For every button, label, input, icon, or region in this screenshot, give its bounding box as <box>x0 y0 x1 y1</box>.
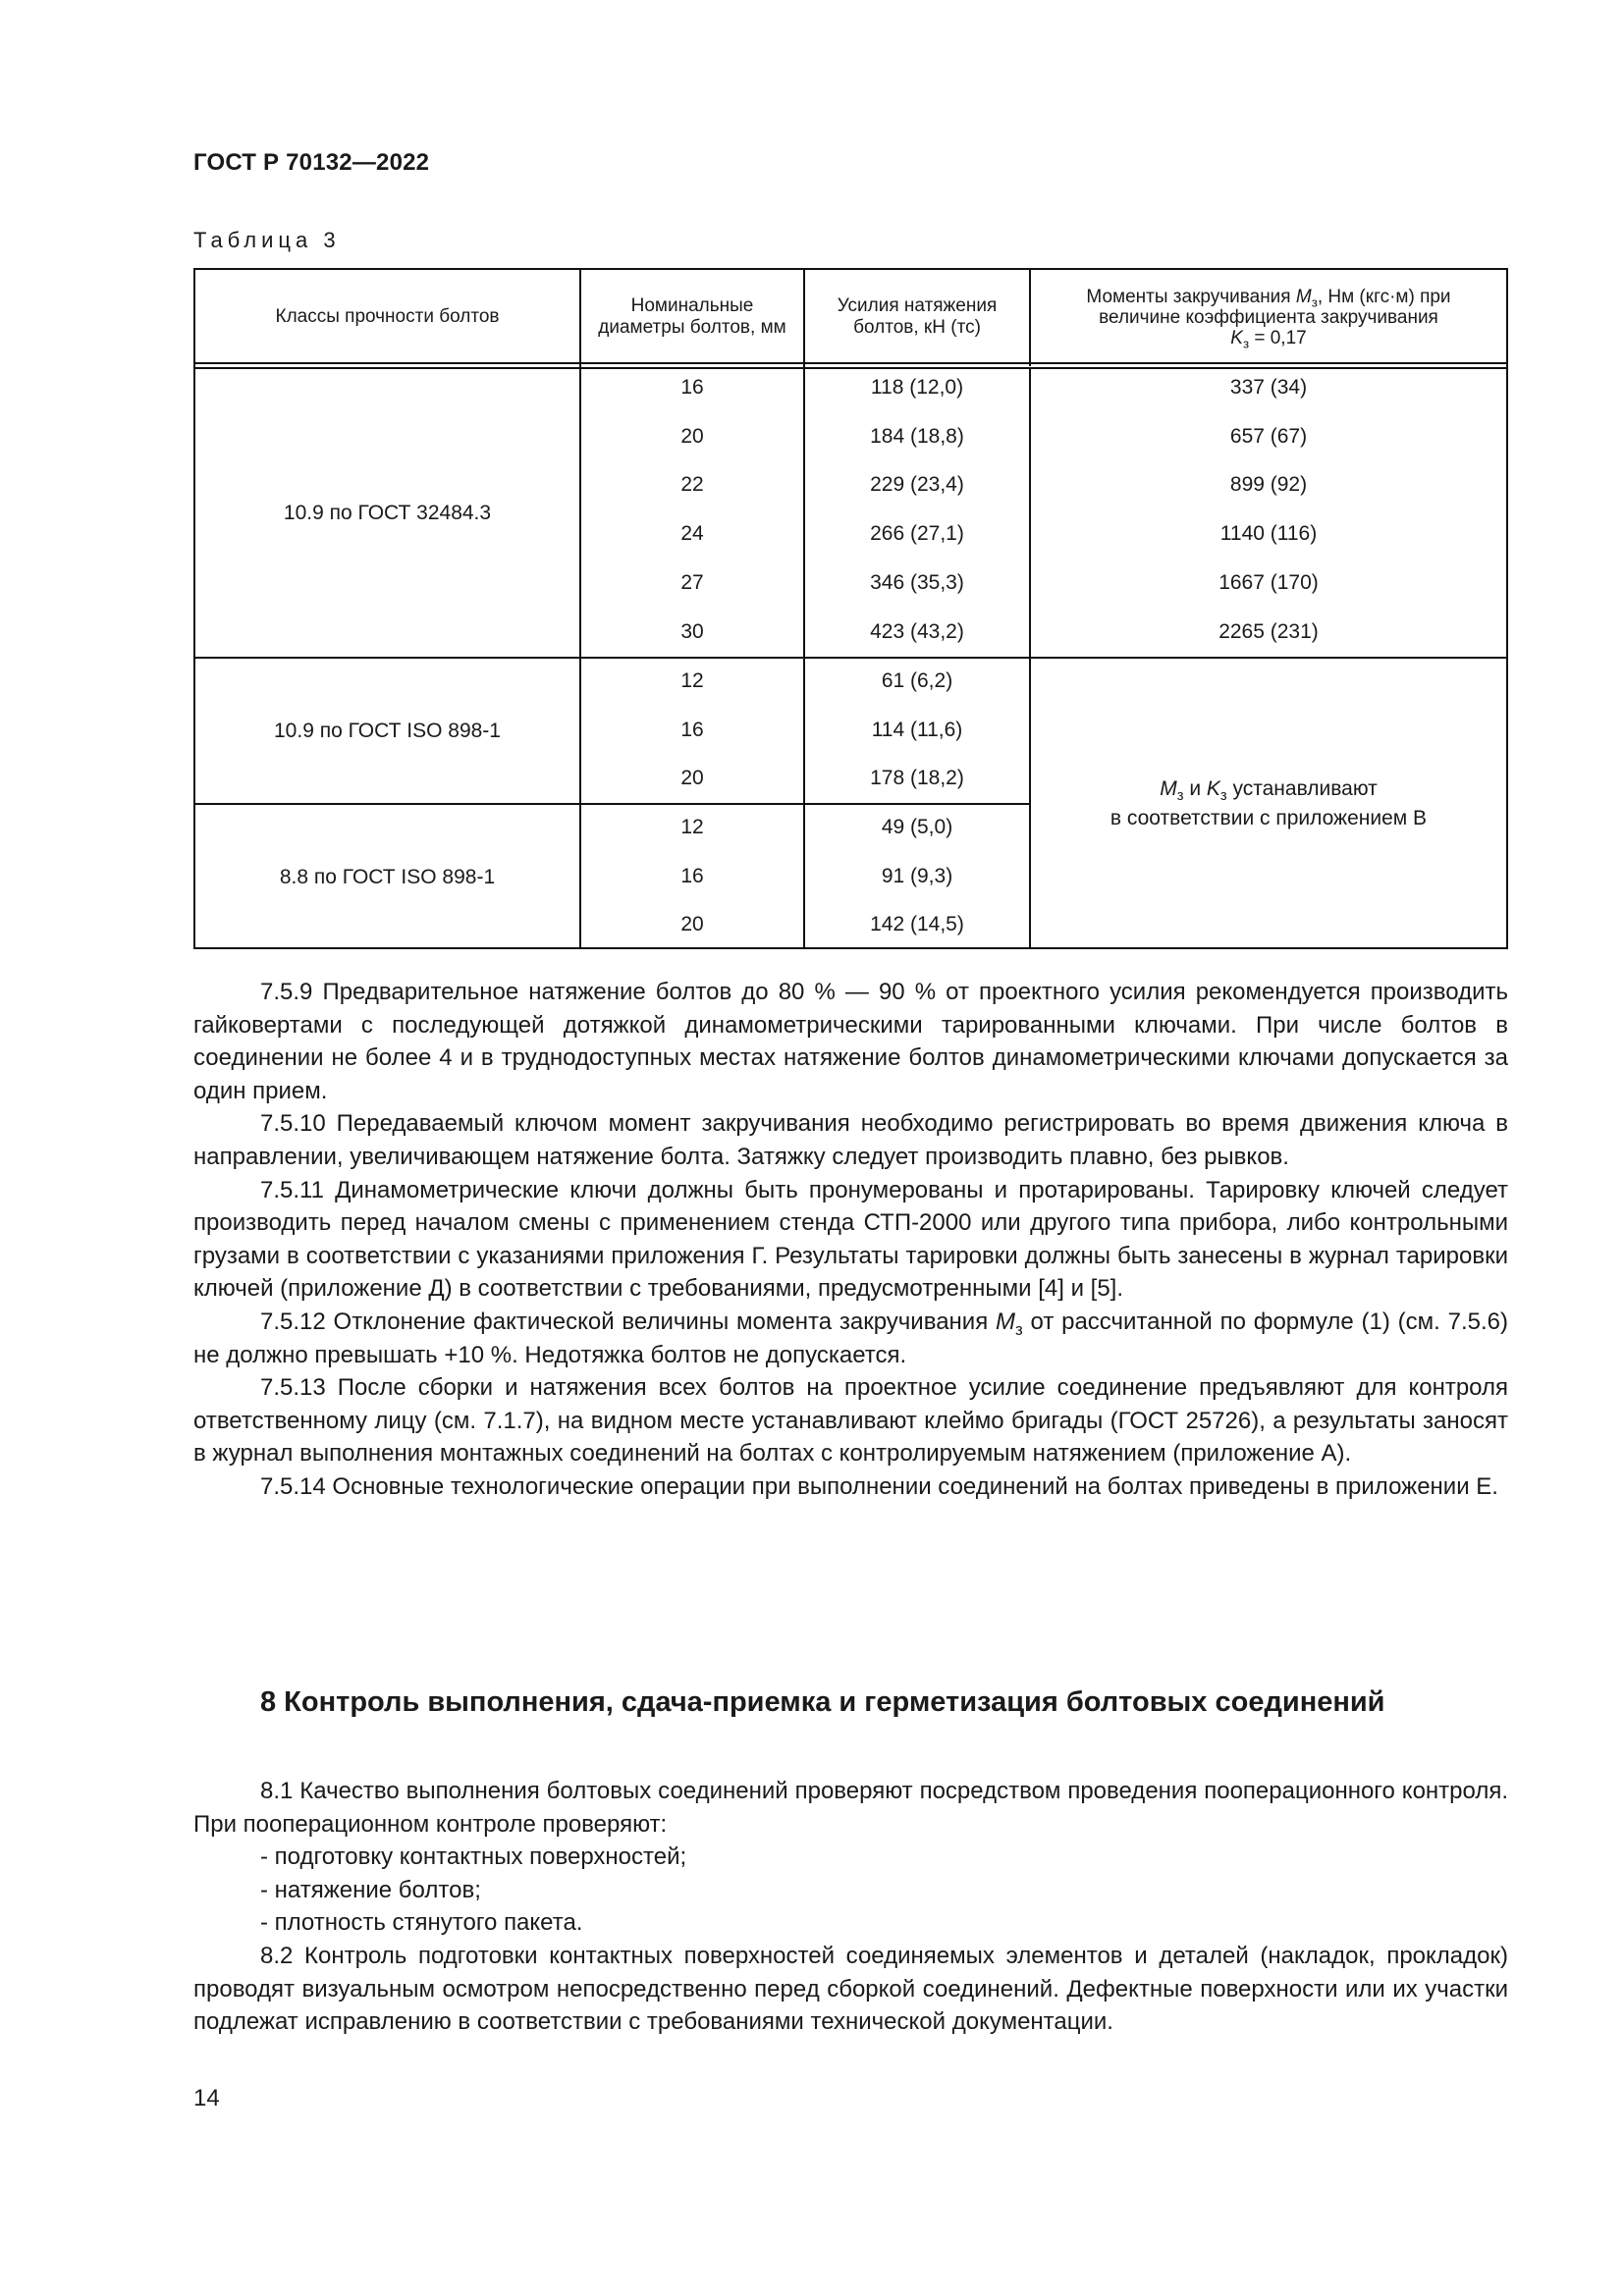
diameter-value: 20 <box>680 425 704 448</box>
paragraph-7-5-12: 7.5.12 Отклонение фактической величины момента закручивания $M_з$ от рассчитанной по формуле (1) (см. 7.5.6) не должно превышать +10 %. Недотяжка болтов не допускается. <box>193 1308 1508 1368</box>
diameter-value: 20 <box>680 767 704 789</box>
header-strength-class: Классы прочности болтов <box>275 306 500 327</box>
document-code: ГОСТ Р 70132—2022 <box>193 149 430 176</box>
force-value: 266 (27,1) <box>870 522 964 545</box>
list-item: - плотность стянутого пакета. <box>260 1909 583 1937</box>
force-value: 114 (11,6) <box>871 719 963 741</box>
page-number: 14 <box>193 2085 220 2111</box>
section-8-text <box>193 1775 1508 2039</box>
force-value: 423 (43,2) <box>870 620 964 643</box>
torque-value: 2265 (231) <box>1218 620 1319 643</box>
diameter-value: 22 <box>680 473 704 496</box>
torque-value: 899 (92) <box>1229 473 1308 496</box>
header-tension-force: Усилия натяжения болтов, кН (тс) <box>837 295 998 338</box>
paragraph-7-5-9: 7.5.9 Предварительное натяжение болтов до 80 % — 90 % от проектного усилия рекомендуется производить гайковертами с последующей дотяжкой динамометрическими тарированными ключами. При числе болтов в соединении не более 4 и в труднодоступных местах натяжение болтов динамометрическими ключами допускается за один прием. <box>193 979 1508 1104</box>
force-value: 346 (35,3) <box>870 571 964 594</box>
force-value: 91 (9,3) <box>881 865 953 887</box>
section-8-heading: 8 Контроль выполнения, сдача-приемка и герметизация болтовых соединений <box>260 1686 1385 1718</box>
header-torque: Моменты закручивания $M_з$, Нм (кгс·м) при величине коэффициента закручивания $K_з = 0,17$ <box>1086 286 1451 351</box>
torque-value: 1140 (116) <box>1219 522 1318 545</box>
paragraph-7-5-10: 7.5.10 Передаваемый ключом момент закручивания необходимо регистрировать во время движения ключа в направлении, увеличивающем натяжение болта. Затяжку следует производить плавно, без рывков. <box>193 1110 1508 1170</box>
class-cell: 10.9 по ГОСТ 32484.3 <box>283 501 492 524</box>
diameter-value: 30 <box>680 620 704 643</box>
table-caption: Таблица 3 <box>193 228 341 252</box>
table-3 <box>193 268 1508 949</box>
diameter-value: 12 <box>680 816 704 838</box>
paragraph-7-5-11: 7.5.11 Динамометрические ключи должны быть пронумерованы и протарированы. Тарировку ключей следует производить перед началом смены с применением стенда СТП-2000 или другого типа прибора, либо контрольными грузами в соответствии с указаниями приложения Г. Результаты тарировки должны быть занесены в журнал тарировки ключей (приложение Д) в соответствии с требованиями, предусмотренными [4] и [5]. <box>193 1176 1508 1303</box>
force-value: 61 (6,2) <box>881 669 953 692</box>
torque-value: 657 (67) <box>1229 425 1308 448</box>
col-divider <box>579 270 581 947</box>
merged-note-cell: $M_з$ и $K_з$ устанавливают в соответствии с приложением В <box>1110 777 1428 829</box>
header-diameter: Номинальные диаметры болтов, мм <box>598 295 786 338</box>
torque-value: 1667 (170) <box>1218 571 1319 594</box>
torque-value: 337 (34) <box>1229 376 1308 399</box>
force-value: 178 (18,2) <box>870 767 964 789</box>
force-value: 49 (5,0) <box>881 816 953 838</box>
list-item: - подготовку контактных поверхностей; <box>260 1843 687 1871</box>
diameter-value: 24 <box>680 522 704 545</box>
diameter-value: 16 <box>680 719 704 741</box>
paragraph-7-5-14: 7.5.14 Основные технологические операции при выполнении соединений на болтах приведены в приложении Е. <box>260 1472 1498 1500</box>
section-7-5-text <box>193 976 1508 1504</box>
force-value: 229 (23,4) <box>870 473 964 496</box>
diameter-value: 12 <box>680 669 704 692</box>
class-cell: 10.9 по ГОСТ ISO 898-1 <box>274 719 501 742</box>
diameter-value: 16 <box>680 376 704 399</box>
force-value: 184 (18,8) <box>870 425 964 448</box>
paragraph-7-5-13: 7.5.13 После сборки и натяжения всех болтов на проектное усилие соединение предъявляют для контроля ответственному лицу (см. 7.1.7), на видном месте устанавливают клеймо бригады (ГОСТ 25726), а результаты заносят в журнал выполнения монтажных соединений на болтах с контролируемым натяжением (приложение А). <box>193 1374 1508 1468</box>
col-divider <box>803 270 805 947</box>
diameter-value: 27 <box>680 571 704 594</box>
paragraph-8-1: 8.1 Качество выполнения болтовых соединений проверяют посредством проведения пооперационного контроля. При пооперационном контроле проверяют: <box>193 1778 1508 1838</box>
diameter-value: 16 <box>680 865 704 887</box>
class-cell: 8.8 по ГОСТ ISO 898-1 <box>279 865 496 888</box>
paragraph-8-2: 8.2 Контроль подготовки контактных поверхностей соединяемых элементов и деталей (накладок, прокладок) проводят визуальным осмотром непосредственно перед сборкой соединений. Дефектные поверхности или их участки подлежат исправлению в соответствии с требованиями технической документации. <box>193 1942 1508 2036</box>
diameter-value: 20 <box>680 913 704 935</box>
force-value: 118 (12,0) <box>870 376 964 399</box>
force-value: 142 (14,5) <box>870 913 964 935</box>
list-item: - натяжение болтов; <box>260 1876 481 1903</box>
